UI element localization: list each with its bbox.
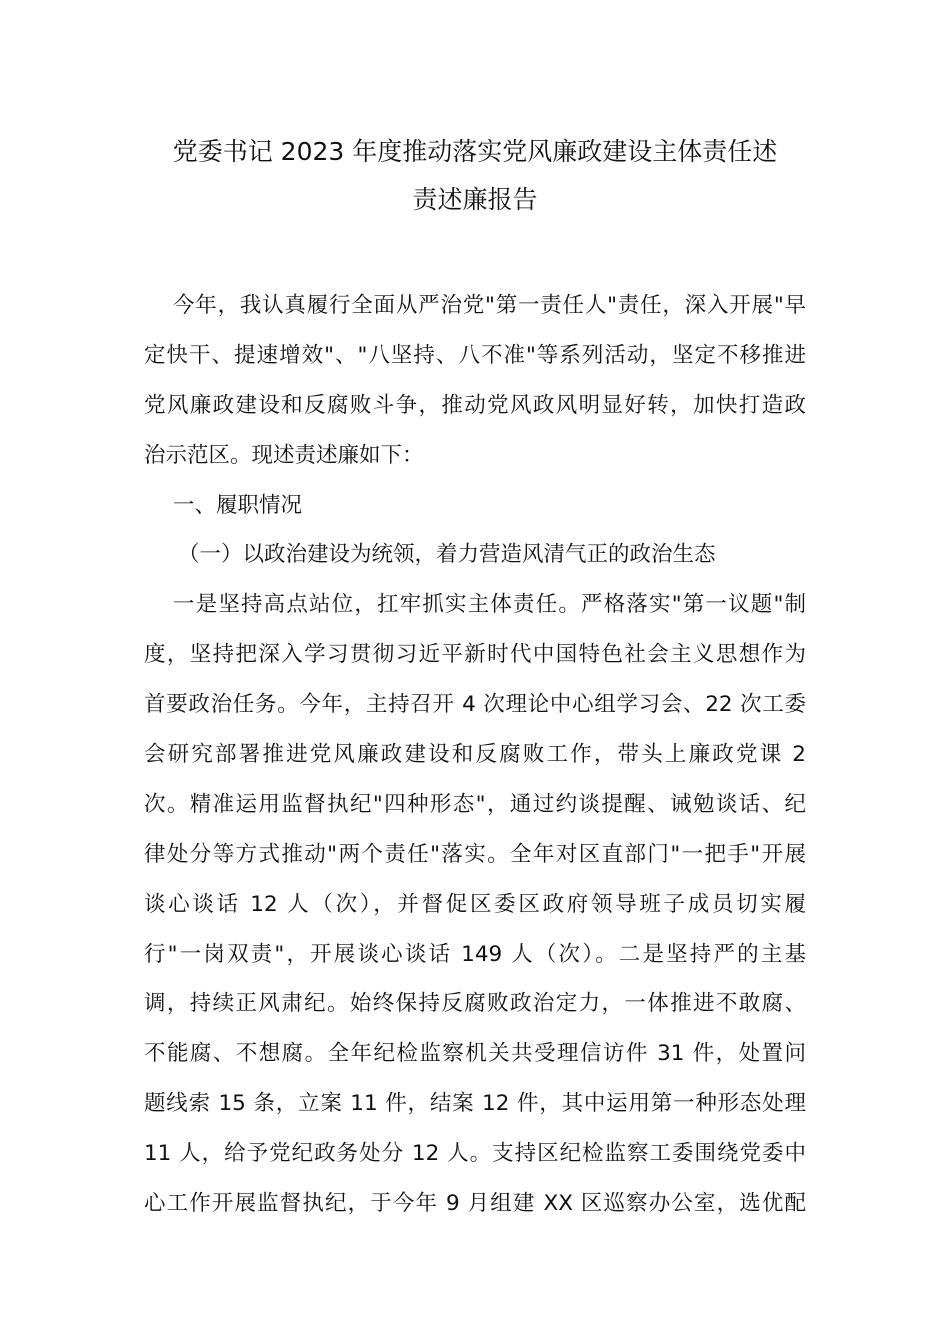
document-title-line-2: 责述廉报告: [412, 185, 538, 214]
paragraph-line: 首要政治任务。今年，主持召开 4 次理论中心组学习会、22 次工委: [144, 692, 806, 718]
paragraph-line: 心工作开展监督执纪，于今年 9 月组建 XX 区巡察办公室，选优配: [144, 1191, 806, 1217]
paragraph-line: 11 人，给予党纪政务处分 12 人。支持区纪检监察工委围绕党委中: [144, 1141, 806, 1167]
paragraph-line: 一是坚持高点站位，扛牢抓实主体责任。严格落实"第一议题"制: [173, 592, 806, 618]
paragraph-line: 会研究部署推进党风廉政建设和反腐败工作，带头上廉政党课 2: [144, 742, 806, 768]
paragraph-line: 定快干、提速增效"、"八坚持、八不准"等系列活动，坚定不移推进: [144, 342, 806, 368]
document-body: [144, 281, 806, 1229]
paragraph-line: 律处分等方式推动"两个责任"落实。全年对区直部门"一把手"开展: [144, 841, 806, 867]
paragraph-line: 党风廉政建设和反腐败斗争，推动党风政风明显好转，加快打造政: [144, 392, 806, 418]
paragraph-line: 调，持续正风肃纪。始终保持反腐败政治定力，一体推进不敢腐、: [144, 991, 806, 1017]
paragraph-line: 治示范区。现述责述廉如下：: [144, 442, 424, 468]
paragraph-line: 度，坚持把深入学习贯彻习近平新时代中国特色社会主义思想作为: [144, 642, 806, 668]
paragraph-line: 今年，我认真履行全面从严治党"第一责任人"责任，深入开展"早: [173, 293, 806, 318]
subsection-heading: （一）以政治建设为统领，着力营造风清气正的政治生态: [178, 542, 716, 568]
document-title-line-1: 党委书记 2023 年度推动落实党风廉政建设主体责任述: [172, 137, 778, 166]
paragraph-line: 次。精准运用监督执纪"四种形态"，通过约谈提醒、诫勉谈话、纪: [144, 791, 806, 817]
paragraph-line: 不能腐、不想腐。全年纪检监察机关共受理信访件 31 件，处置问: [144, 1041, 806, 1067]
paragraph-line: 行"一岗双责"，开展谈心谈话 149 人（次）。二是坚持严的主基: [144, 941, 806, 967]
paragraph-line: 谈心谈话 12 人（次），并督促区委区政府领导班子成员切实履: [144, 891, 806, 917]
section-heading: 一、履职情况: [173, 492, 303, 518]
paragraph-line: 题线索 15 条，立案 11 件，结案 12 件，其中运用第一种形态处理: [144, 1091, 806, 1117]
